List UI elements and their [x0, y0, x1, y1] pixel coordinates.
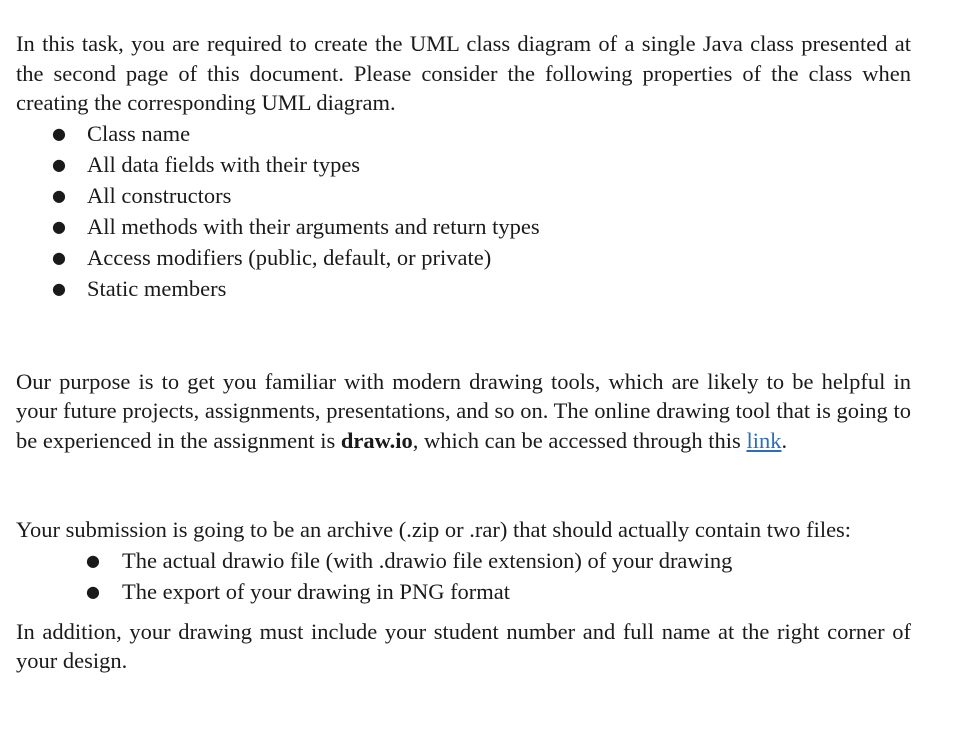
bullet-icon: ●: [52, 278, 66, 298]
list-item: [16, 273, 911, 304]
list-item-text: Class name: [87, 120, 191, 146]
list-item: [16, 180, 911, 211]
list-item-text: All methods with their arguments and return types: [87, 213, 540, 239]
list-item-text: The actual drawio file (with .drawio file extension) of your drawing: [122, 547, 733, 573]
submission-paragraph: Your submission is going to be an archive (.zip or .rar) that should actually contain two files:: [16, 517, 852, 542]
drawio-link[interactable]: link: [746, 427, 782, 453]
intro-paragraph: In this task, you are required to create the UML class diagram of a single Java class presented at the second page of this document. Please consider the following properties of the class when creating the corresponding UML diagram.: [16, 31, 911, 115]
bullet-icon: ●: [52, 247, 66, 267]
list-item-text: The export of your drawing in PNG format: [122, 578, 511, 604]
bullet-icon: ●: [52, 216, 66, 236]
list-item: [16, 211, 911, 242]
purpose-paragraph: [16, 367, 911, 456]
list-item: [16, 118, 911, 149]
bullet-icon: ●: [52, 154, 66, 174]
list-item: [16, 149, 911, 180]
purpose-text-before: Our purpose is to get you familiar with modern drawing tools, which are likely to be helpful in your future projects, assignments, presentations, and so on. The online drawing tool that is going to be experienced in the assignment is: [16, 368, 911, 453]
list-item: [16, 545, 911, 576]
bullet-icon: ●: [52, 123, 66, 143]
purpose-text-after: .: [781, 427, 788, 453]
list-item-text: All constructors: [87, 182, 232, 208]
list-item-text: All data fields with their types: [87, 151, 361, 177]
list-item-text: Access modifiers (public, default, or private): [87, 244, 492, 270]
properties-list: [16, 118, 911, 304]
submission-files-list: [16, 545, 911, 607]
list-item-text: Static members: [87, 275, 227, 301]
document-page: [16, 29, 911, 676]
tool-name: draw.io: [340, 427, 413, 453]
purpose-text-middle: , which can be accessed through this: [412, 427, 747, 453]
list-item: [16, 576, 911, 607]
bullet-icon: ●: [52, 185, 66, 205]
bullet-icon: ●: [86, 550, 100, 570]
bullet-icon: ●: [86, 581, 100, 601]
closing-paragraph: In addition, your drawing must include your student number and full name at the right corner of your design.: [16, 618, 911, 673]
list-item: [16, 242, 911, 273]
